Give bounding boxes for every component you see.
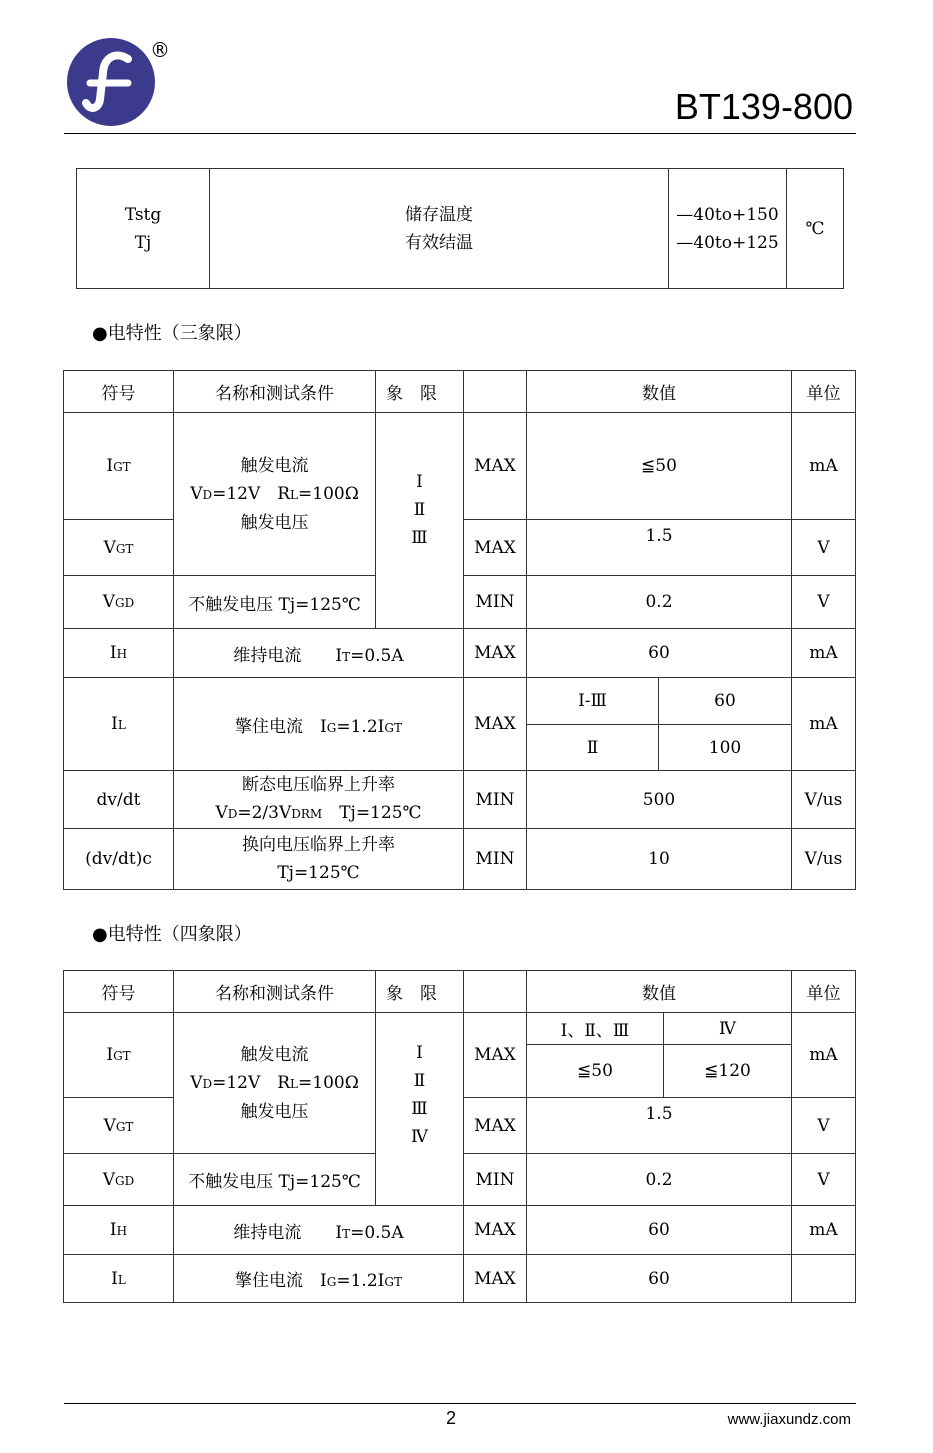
table-row: dv/dt 断态电压临界上升率 VD=2/3VDRM Tj=125℃ MIN 500 V/us	[64, 771, 856, 829]
section-title-three-quadrant: ●电特性（三象限）	[92, 323, 252, 344]
four-quadrant-table	[63, 970, 856, 1303]
storage-values: —40to+150 —40to+125	[669, 169, 787, 289]
table-row: IL 擎住电流 IG=1.2IGT MAX 60	[64, 1255, 856, 1303]
table-row: VGD 不触发电压 Tj=125℃ MIN 0.2 V	[64, 576, 856, 629]
table-row: ≦50 ≦120	[64, 1045, 856, 1098]
storage-table	[76, 168, 844, 289]
ih-symbol: IH	[64, 629, 174, 678]
table-row: (dv/dt)c 换向电压临界上升率 Tj=125℃ MIN 10 V/us	[64, 829, 856, 890]
storage-symbols: Tstg Tj	[77, 169, 210, 289]
table-header-row: 符号 名称和测试条件 象 限 数值 单位	[64, 971, 856, 1013]
vgt-symbol: VGT	[64, 520, 174, 576]
company-logo	[66, 37, 156, 127]
section-title-four-quadrant: ●电特性（四象限）	[92, 924, 252, 945]
il-symbol: IL	[64, 1255, 174, 1303]
igt-symbol: IGT	[64, 1013, 174, 1098]
table-row: IGT 触发电流 VD=12V RL=100Ω 触发电压 Ⅰ Ⅱ Ⅲ MAX ≦50 mA	[64, 413, 856, 520]
table-row: VGD 不触发电压 Tj=125℃ MIN 0.2 V	[64, 1154, 856, 1206]
storage-unit: ℃	[787, 169, 844, 289]
footer-divider	[64, 1403, 856, 1404]
table-row: IH 维持电流 IT=0.5A MAX 60 mA	[64, 629, 856, 678]
table-row: IH 维持电流 IT=0.5A MAX 60 mA	[64, 1206, 856, 1255]
vgd-symbol: VGD	[64, 576, 174, 629]
vgt-symbol: VGT	[64, 1098, 174, 1154]
quadrants: Ⅰ Ⅱ Ⅲ Ⅳ	[376, 1013, 464, 1206]
trigger-conditions: 触发电流 VD=12V RL=100Ω 触发电压	[174, 413, 376, 576]
table-row: Ⅱ 100	[64, 725, 856, 771]
igt-symbol: IGT	[64, 413, 174, 520]
table-row: VGT MAX 1.5 V	[64, 1098, 856, 1154]
vgd-symbol: VGD	[64, 1154, 174, 1206]
part-number: BT139-800	[674, 86, 853, 127]
ih-symbol: IH	[64, 1206, 174, 1255]
registered-mark: ®	[150, 38, 170, 62]
table-row: IGT 触发电流 VD=12V RL=100Ω 触发电压 Ⅰ Ⅱ Ⅲ Ⅳ MAX Ⅰ、Ⅱ、Ⅲ Ⅳ mA	[64, 1013, 856, 1045]
table-header-row: 符号 名称和测试条件 象 限 数值 单位	[64, 371, 856, 413]
table-row: VGT MAX 1.5 V	[64, 520, 856, 576]
website-link[interactable]: www.jiaxundz.com	[727, 1411, 851, 1428]
header-divider	[64, 133, 856, 134]
table-row: IL 擎住电流 IG=1.2IGT MAX Ⅰ-Ⅲ 60 mA	[64, 678, 856, 725]
trigger-conditions: 触发电流 VD=12V RL=100Ω 触发电压	[174, 1013, 376, 1154]
il-symbol: IL	[64, 678, 174, 771]
three-quadrant-table	[63, 370, 856, 890]
quadrants: Ⅰ Ⅱ Ⅲ	[376, 413, 464, 629]
storage-names: 储存温度 有效结温	[210, 169, 669, 289]
page-number: 2	[446, 1408, 457, 1428]
